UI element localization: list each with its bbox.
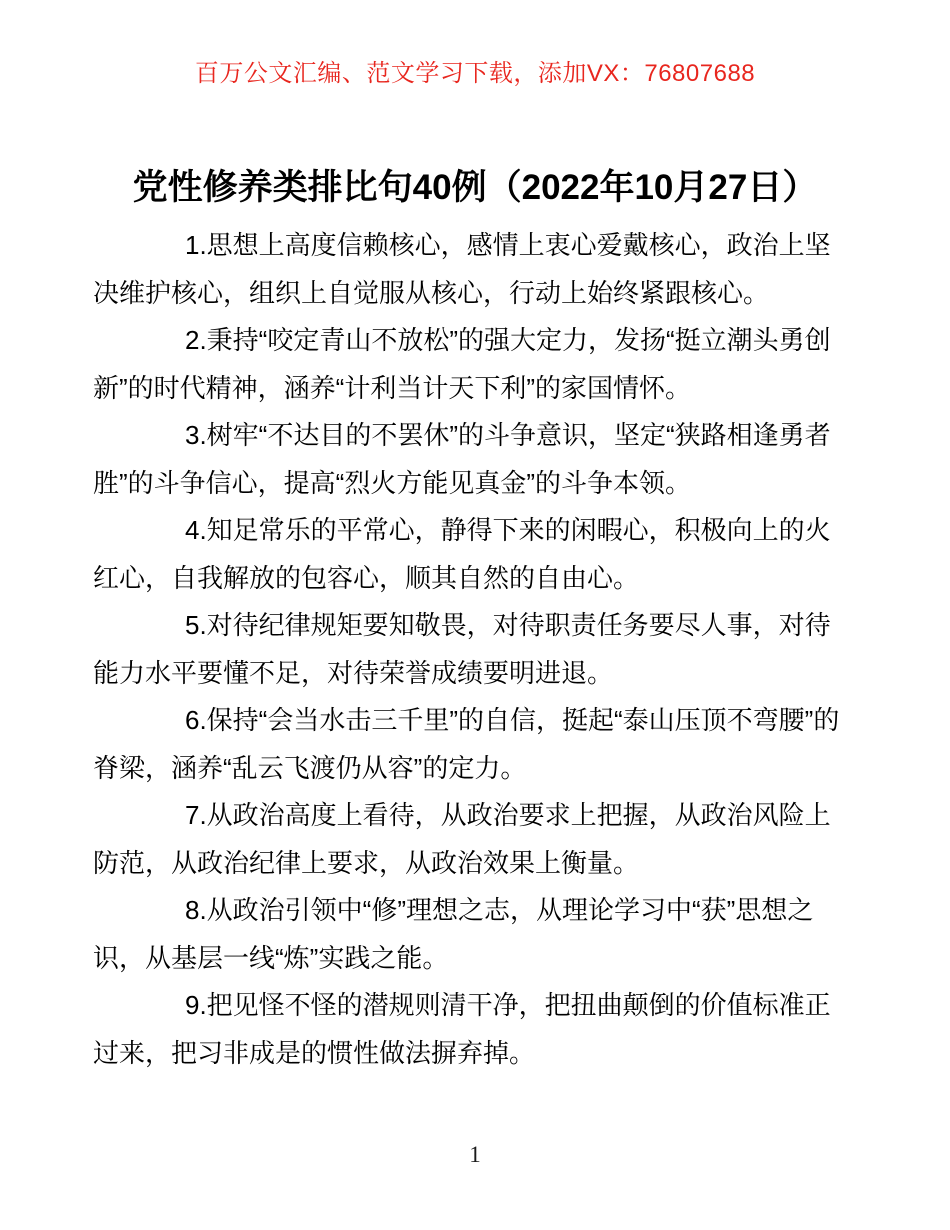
paragraph-3: 3.树牢“不达目的不罢休”的斗争意识，坚定“狭路相逢勇者胜”的斗争信心，提高“烈火方能见真金”的斗争本领。	[93, 420, 831, 498]
document-title: 党性修养类排比句40例（2022年10月27日）	[132, 168, 818, 207]
paragraph-1: 1.思想上高度信赖核心，感情上衷心爱戴核心，政治上坚决维护核心，组织上自觉服从核心，行动上始终紧跟核心。	[93, 230, 831, 308]
paragraph-9: 9.把见怪不怪的潜规则清干净，把扭曲颠倒的价值标准正过来，把习非成是的惯性做法摒弃掉。	[93, 990, 831, 1068]
document-body	[93, 222, 853, 1077]
paragraph-5: 5.对待纪律规矩要知敬畏，对待职责任务要尽人事，对待能力水平要懂不足，对待荣誉成绩要明进退。	[93, 610, 831, 688]
paragraph-7: 7.从政治高度上看待，从政治要求上把握，从政治风险上防范，从政治纪律上要求，从政治效果上衡量。	[93, 800, 831, 878]
paragraph-8: 8.从政治引领中“修”理想之志，从理论学习中“获”思想之识，从基层一线“炼”实践之能。	[93, 895, 814, 973]
promo-header-text: 百万公文汇编、范文学习下载，添加VX：76807688	[194, 60, 756, 87]
paragraph-4: 4.知足常乐的平常心，静得下来的闲暇心，积极向上的火红心，自我解放的包容心，顺其自然的自由心。	[93, 515, 831, 593]
paragraph-2: 2.秉持“咬定青山不放松”的强大定力，发扬“挺立潮头勇创新”的时代精神，涵养“计利当计天下利”的家国情怀。	[93, 325, 831, 403]
page-number: 1	[469, 1142, 481, 1167]
paragraph-6: 6.保持“会当水击三千里”的自信，挺起“泰山压顶不弯腰”的脊梁，涵养“乱云飞渡仍从容”的定力。	[93, 705, 840, 783]
